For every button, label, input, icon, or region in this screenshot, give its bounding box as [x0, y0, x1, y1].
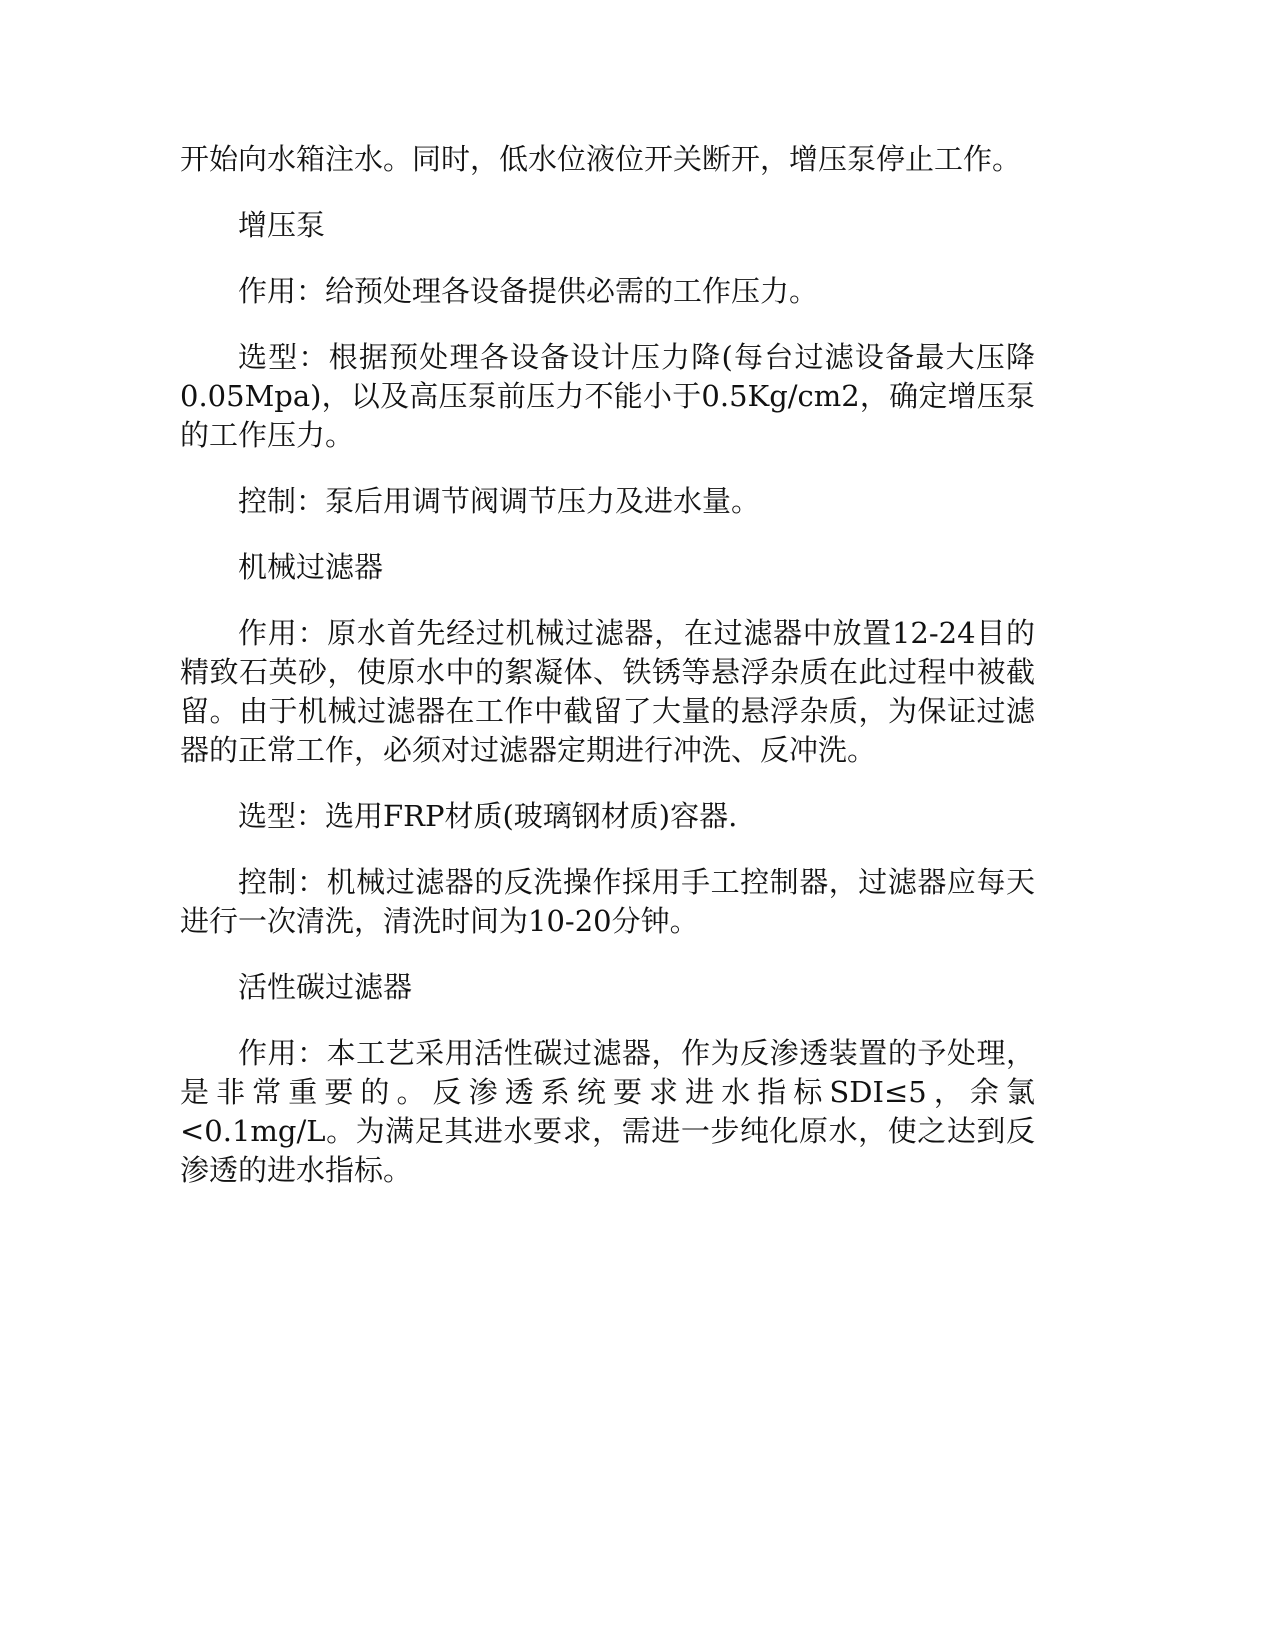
- paragraph-booster-pump-control: 控制：泵后用调节阀调节压力及进水量。: [238, 484, 761, 518]
- paragraph-booster-pump-selection: 选型：根据预处理各设备设计压力降(每台过滤设备最大压降0.05Mpa)，以及高压泵前压力不能小于0.5Kg/cm2，确定增压泵的工作压力。: [180, 340, 1035, 452]
- paragraph-mechanical-filter-function: 作用：原水首先经过机械过滤器，在过滤器中放置12-24目的精致石英砂，使原水中的絮凝体、铁锈等悬浮杂质在此过程中被截留。由于机械过滤器在工作中截留了大量的悬浮杂质，为保证过滤器的正常工作，必须对过滤器定期进行冲洗、反冲洗。: [180, 616, 1035, 767]
- paragraph-mechanical-filter-selection: 选型：选用FRP材质(玻璃钢材质)容器.: [238, 799, 738, 833]
- paragraph-booster-pump-function: 作用：给预处理各设备提供必需的工作压力。: [238, 274, 819, 308]
- paragraph-mechanical-filter-control: 控制：机械过滤器的反洗操作採用手工控制器，过滤器应每天进行一次清洗，清洗时间为10-20分钟。: [180, 865, 1035, 938]
- section-heading-booster-pump: 增压泵: [238, 208, 326, 242]
- section-heading-activated-carbon-filter: 活性碳过滤器: [238, 970, 413, 1004]
- paragraph-activated-carbon-filter-function: 作用：本工艺采用活性碳过滤器，作为反渗透装置的予处理，是非常重要的。反渗透系统要求进水指标SDI≤5，余氯<0.1mg/L。为满足其进水要求，需进一步纯化原水，使之达到反渗透的进水指标。: [180, 1036, 1035, 1187]
- document-body: [180, 140, 1035, 1217]
- paragraph-continuation: 开始向水箱注水。同时，低水位液位开关断开，增压泵停止工作。: [180, 142, 1022, 176]
- section-heading-mechanical-filter: 机械过滤器: [238, 550, 384, 584]
